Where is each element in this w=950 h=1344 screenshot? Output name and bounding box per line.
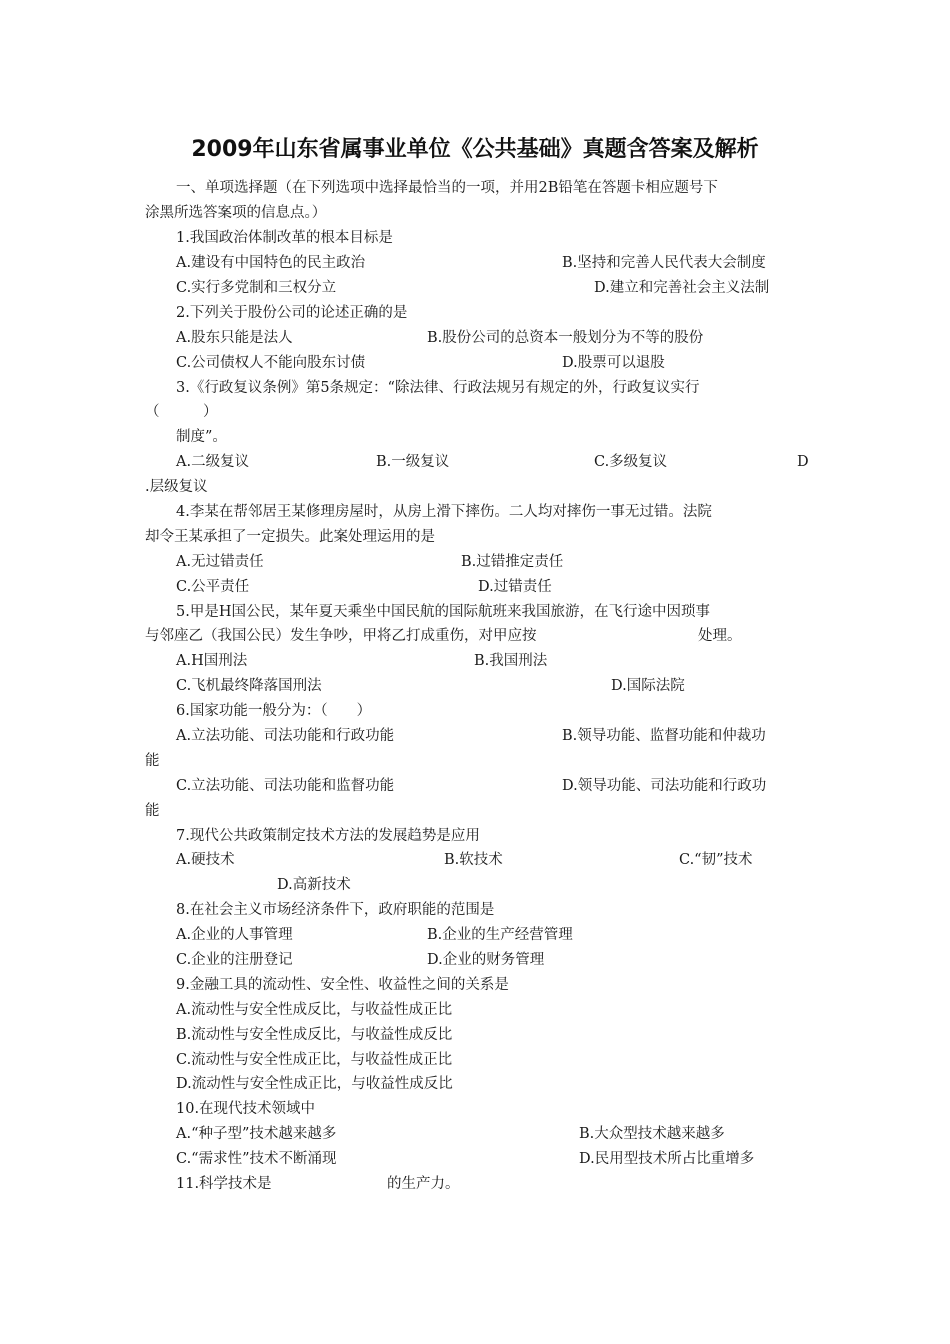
option-c: C.“需求性”技术不断涌现 xyxy=(176,1151,337,1167)
question-stem-cont: 与邻座乙（我国公民）发生争吵，甲将乙打成重伤，对甲应按 xyxy=(145,628,537,644)
question-stem-end: 处理。 xyxy=(698,628,742,644)
option-a: A.H国刑法 xyxy=(176,653,248,669)
document-title: 2009年山东省属事业单位《公共基础》真题含答案及解析 xyxy=(191,137,759,162)
option-a: A.二级复议 xyxy=(176,454,250,470)
option-d: D.企业的财务管理 xyxy=(427,952,545,968)
option-c: C.流动性与安全性成正比，与收益性成正比 xyxy=(176,1052,453,1068)
question-stem-cont: 却令王某承担了一定损失。此案处理运用的是 xyxy=(145,529,435,545)
option-d: D.高新技术 xyxy=(277,877,351,893)
question-stem: 8.在社会主义市场经济条件下，政府职能的范围是 xyxy=(176,902,495,918)
question-stem-end: 的生产力。 xyxy=(387,1176,460,1192)
question-stem: 4.李某在帮邻居王某修理房屋时，从房上滑下摔伤。二人均对摔伤一事无过错。法院 xyxy=(176,504,712,520)
option-b: B.过错推定责任 xyxy=(461,554,564,570)
option-d: D.流动性与安全性成正比，与收益性成反比 xyxy=(176,1076,453,1092)
option-d: .层级复议 xyxy=(145,479,208,495)
option-a: A.立法功能、司法功能和行政功能 xyxy=(176,728,395,744)
question-stem: 10.在现代技术领域中 xyxy=(176,1101,316,1117)
option-d: D.民用型技术所占比重增多 xyxy=(579,1151,755,1167)
option-a: A.“种子型”技术越来越多 xyxy=(176,1126,337,1142)
option-c: C.公司债权人不能向股东讨债 xyxy=(176,355,366,371)
answer-blank: （ ） xyxy=(145,404,218,420)
option-a: A.硬技术 xyxy=(176,852,235,868)
option-b: B.大众型技术越来越多 xyxy=(579,1126,725,1142)
option-d: D.国际法院 xyxy=(611,678,685,694)
option-c: C.“韧”技术 xyxy=(679,852,753,868)
section-intro-cont: 涂黑所选答案项的信息点。） xyxy=(145,205,327,221)
option-a: A.建设有中国特色的民主政治 xyxy=(176,255,366,271)
option-d: D.过错责任 xyxy=(478,579,552,595)
option-c: C.公平责任 xyxy=(176,579,250,595)
option-b: B.流动性与安全性成反比，与收益性成反比 xyxy=(176,1027,453,1043)
option-d: D.股票可以退股 xyxy=(562,355,665,371)
option-b: B.领导功能、监督功能和仲裁功 xyxy=(562,728,766,744)
question-stem: 3.《行政复议条例》第5条规定：“除法律、行政法规另有规定的外，行政复议实行 xyxy=(176,380,700,396)
option-d-label: D xyxy=(797,454,809,470)
option-a: A.流动性与安全性成反比，与收益性成正比 xyxy=(176,1002,453,1018)
option-c: C.立法功能、司法功能和监督功能 xyxy=(176,778,395,794)
option-c: C.飞机最终降落国刑法 xyxy=(176,678,322,694)
option-c: C.实行多党制和三权分立 xyxy=(176,280,337,296)
option-b: B.坚持和完善人民代表大会制度 xyxy=(562,255,766,271)
option-d-cont: 能 xyxy=(145,803,160,819)
option-b: B.股份公司的总资本一般划分为不等的股份 xyxy=(427,330,704,346)
option-b-cont: 能 xyxy=(145,753,160,769)
question-stem: 7.现代公共政策制定技术方法的发展趋势是应用 xyxy=(176,828,480,844)
option-c: C.多级复议 xyxy=(594,454,668,470)
question-stem: 1.我国政治体制改革的根本目标是 xyxy=(176,230,393,246)
option-d: D.领导功能、司法功能和行政功 xyxy=(562,778,767,794)
option-a: A.无过错责任 xyxy=(176,554,264,570)
option-b: B.一级复议 xyxy=(376,454,450,470)
question-stem-cont: 制度”。 xyxy=(176,429,227,445)
option-a: A.股东只能是法人 xyxy=(176,330,293,346)
question-stem: 9.金融工具的流动性、安全性、收益性之间的关系是 xyxy=(176,977,509,993)
option-b: B.我国刑法 xyxy=(474,653,548,669)
question-stem: 2.下列关于股份公司的论述正确的是 xyxy=(176,305,408,321)
option-a: A.企业的人事管理 xyxy=(176,927,293,943)
option-d: D.建立和完善社会主义法制 xyxy=(594,280,770,296)
question-stem: 11.科学技术是 xyxy=(176,1176,272,1192)
section-intro: 一、单项选择题（在下列选项中选择最恰当的一项，并用2B铅笔在答题卡相应题号下 xyxy=(176,180,718,196)
question-stem: 6.国家功能一般分为：（ ） xyxy=(176,703,372,719)
question-stem: 5.甲是H国公民，某年夏天乘坐中国民航的国际航班来我国旅游，在飞行途中因琐事 xyxy=(176,604,710,620)
option-b: B.企业的生产经营管理 xyxy=(427,927,573,943)
option-b: B.软技术 xyxy=(444,852,503,868)
option-c: C.企业的注册登记 xyxy=(176,952,293,968)
